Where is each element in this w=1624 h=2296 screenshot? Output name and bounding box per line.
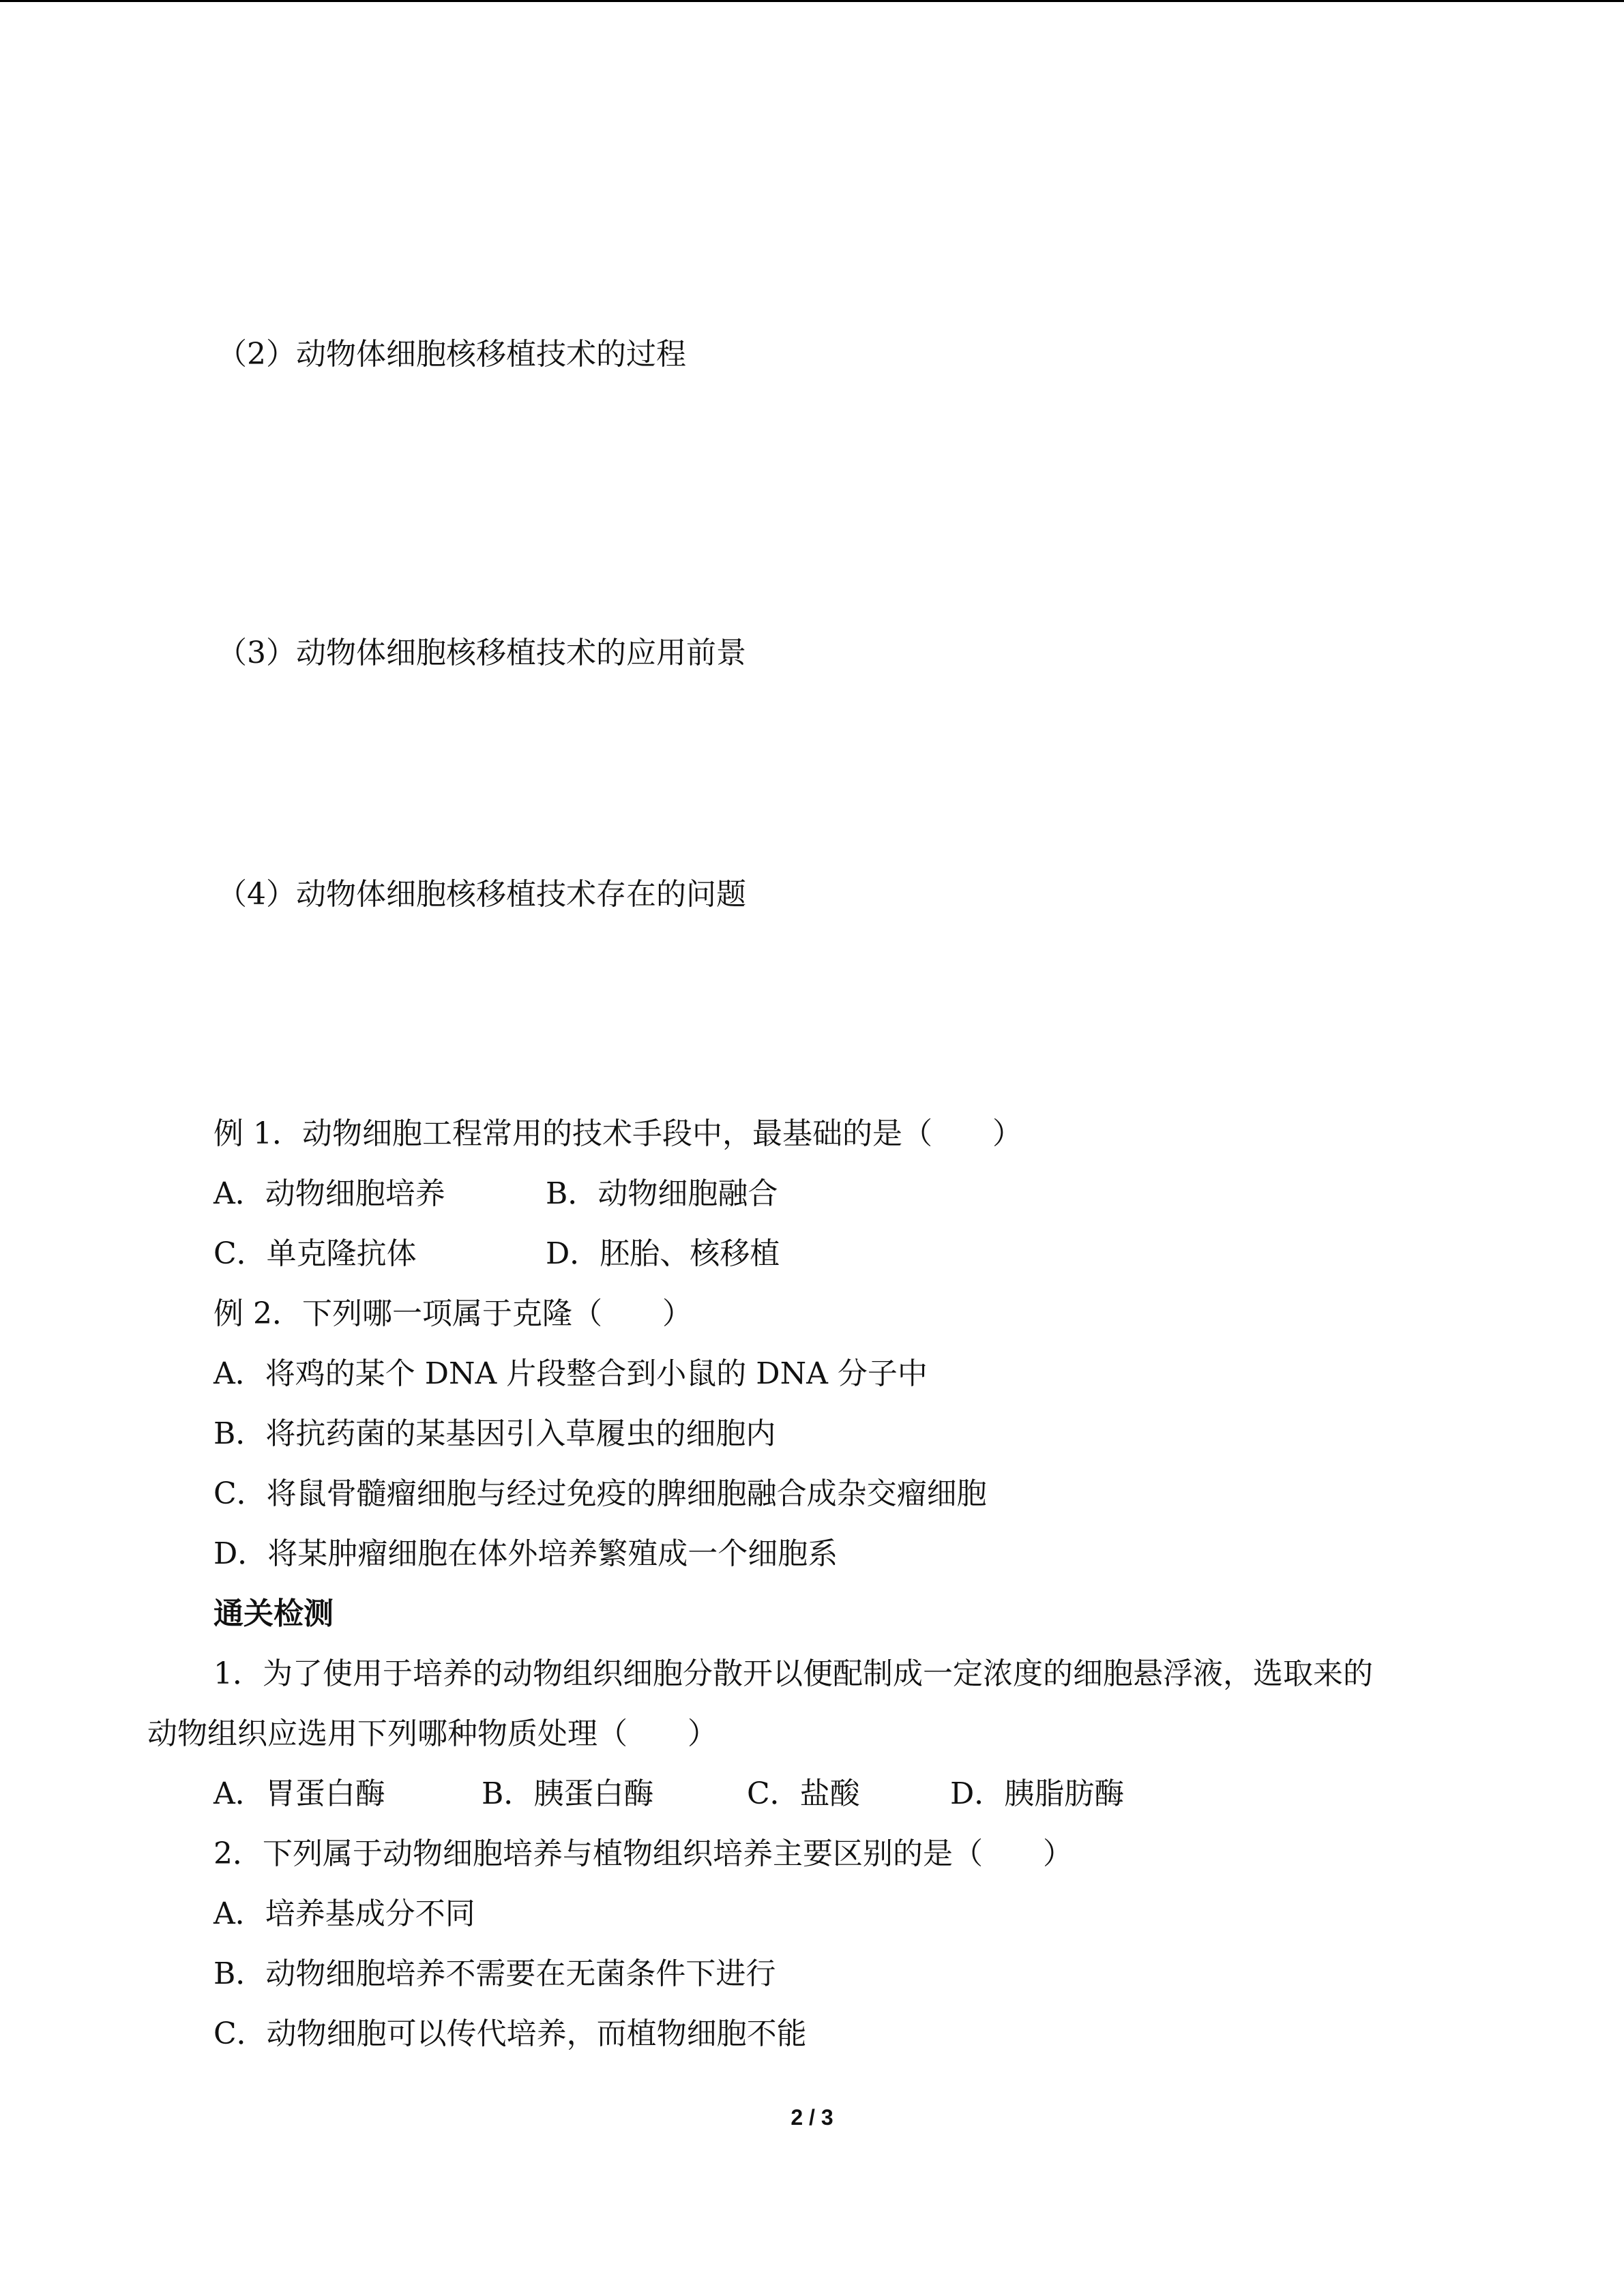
test-q2-question: 2．下列属于动物细胞培养与植物组织培养主要区别的是（ ）	[213, 1836, 1073, 1871]
example-2-option-a: A．将鸡的某个 DNA 片段整合到小鼠的 DNA 分子中	[213, 1356, 928, 1391]
section-4-heading: （4）动物体细胞核移植技术存在的问题	[217, 877, 746, 912]
example-1-option-b: B．动物细胞融合	[546, 1176, 778, 1211]
test-q2-option-c: C．动物细胞可以传代培养，而植物细胞不能	[213, 2016, 807, 2051]
test-q1-option-a: A．胃蛋白酶	[213, 1776, 385, 1811]
example-2-question: 例 2．下列哪一项属于克隆（ ）	[213, 1296, 692, 1331]
example-1-option-c: C．单克隆抗体	[213, 1236, 417, 1271]
section-3-heading: （3）动物体细胞核移植技术的应用前景	[217, 636, 746, 670]
example-2-option-d: D．将某肿瘤细胞在体外培养繁殖成一个细胞系	[213, 1536, 838, 1571]
test-heading: 通关检测	[213, 1596, 334, 1631]
example-2-option-c: C．将鼠骨髓瘤细胞与经过免疫的脾细胞融合成杂交瘤细胞	[213, 1476, 987, 1511]
test-q2-option-b: B．动物细胞培养不需要在无菌条件下进行	[213, 1956, 776, 1991]
test-q2-option-a: A．培养基成分不同	[213, 1896, 475, 1931]
top-border-line	[0, 0, 1624, 2]
page-number: 2 / 3	[791, 2105, 833, 2130]
example-2-option-b: B．将抗药菌的某基因引入草履虫的细胞内	[213, 1416, 776, 1451]
test-q1-line-2: 动物组织应选用下列哪种物质处理（ ）	[147, 1716, 718, 1751]
section-2-heading: （2）动物体细胞核移植技术的过程	[217, 337, 686, 372]
example-1-option-a: A．动物细胞培养	[213, 1176, 445, 1211]
test-q1-option-b: B．胰蛋白酶	[482, 1776, 654, 1811]
test-q1-line-1: 1．为了使用于培养的动物组织细胞分散开以便配制成一定浓度的细胞悬浮液，选取来的	[213, 1656, 1373, 1691]
example-1-question: 例 1．动物细胞工程常用的技术手段中，最基础的是（ ）	[213, 1116, 1022, 1151]
example-1-option-d: D．胚胎、核移植	[546, 1236, 780, 1271]
test-q1-option-d: D．胰脂肪酶	[950, 1776, 1125, 1811]
test-q1-option-c: C．盐酸	[747, 1776, 860, 1811]
